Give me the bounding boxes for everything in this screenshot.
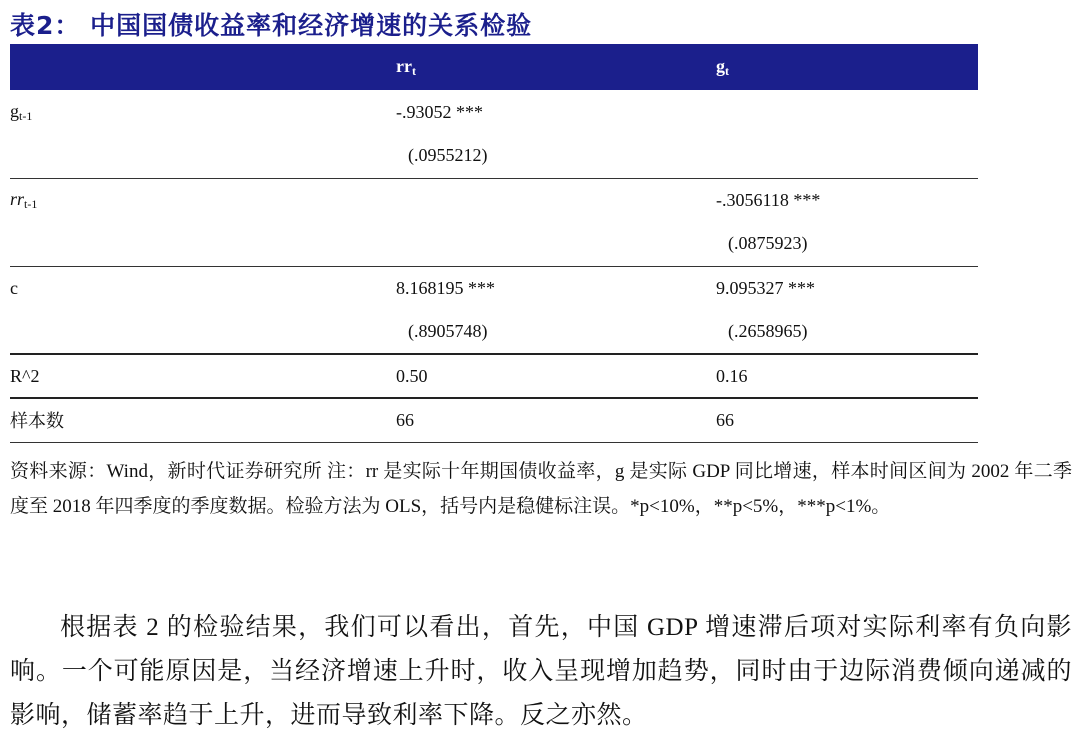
cell-value: 0.16 bbox=[716, 354, 978, 398]
regression-table bbox=[10, 44, 978, 443]
cell-coef: -.3056118 *** bbox=[716, 189, 821, 210]
cell-se: (.0875923) bbox=[716, 222, 978, 266]
row-label-n: 样本数 bbox=[10, 398, 396, 442]
cell-coef: -.93052 *** bbox=[396, 101, 483, 122]
header-g bbox=[716, 44, 978, 90]
cell-empty bbox=[10, 222, 396, 266]
body-paragraph: 根据表 2 的检验结果，我们可以看出，首先，中国 GDP 增速滞后项对实际利率有负向影响。一个可能原因是，当经济增速上升时，收入呈现增加趋势，同时由于边际消费倾向递减的影响，储蓄率趋于上升，进而导致利率下降。反之亦然。 bbox=[10, 614, 1072, 729]
row-label-c: c bbox=[10, 277, 18, 298]
header-rr bbox=[396, 44, 716, 90]
cell-value: 0.50 bbox=[396, 354, 716, 398]
source-note: 资料来源：Wind，新时代证券研究所 注：rr 是实际十年期国债收益率，g 是实际 GDP 同比增速，样本时间区间为 2002 年二季度至 2018 年四季度的季度数据。检验方法为 OLS，括号内是稳健标注误。*p<10%，**p<5%，***p<1%。 bbox=[10, 461, 1072, 517]
row-label-g-lag bbox=[10, 90, 396, 134]
cell-value: 66 bbox=[716, 398, 978, 442]
label-sub: t-1 bbox=[19, 108, 33, 123]
cell-empty bbox=[396, 178, 716, 222]
row-label-rr-lag bbox=[10, 178, 396, 222]
cell-empty bbox=[716, 134, 978, 178]
cell-se: (.8905748) bbox=[396, 310, 716, 354]
header-rr-sub: t bbox=[411, 63, 416, 78]
table-row bbox=[10, 90, 978, 134]
table-header-row bbox=[10, 44, 978, 90]
table-row bbox=[10, 398, 978, 442]
cell-se: (.0955212) bbox=[396, 134, 716, 178]
table-title: 表2： 中国国债收益率和经济增速的关系检验 bbox=[10, 11, 533, 40]
label-sub: t-1 bbox=[24, 196, 38, 211]
table-row bbox=[10, 134, 978, 178]
header-blank bbox=[10, 44, 396, 90]
cell-empty bbox=[10, 310, 396, 354]
table-row bbox=[10, 354, 978, 398]
cell-empty bbox=[10, 134, 396, 178]
table-row bbox=[10, 222, 978, 266]
table-row bbox=[10, 178, 978, 222]
header-g-base: g bbox=[716, 55, 725, 76]
cell-se: (.2658965) bbox=[716, 310, 978, 354]
label-base: rr bbox=[10, 188, 25, 209]
cell-value: 66 bbox=[396, 398, 716, 442]
cell-empty bbox=[396, 222, 716, 266]
cell-coef: 9.095327 *** bbox=[716, 277, 815, 298]
cell-coef: 8.168195 *** bbox=[396, 277, 495, 298]
cell-empty bbox=[716, 90, 978, 134]
header-g-sub: t bbox=[725, 63, 729, 78]
header-rr-base: rr bbox=[396, 55, 412, 76]
table-row bbox=[10, 310, 978, 354]
row-label-r2: R^2 bbox=[10, 354, 396, 398]
table-row bbox=[10, 266, 978, 310]
label-base: g bbox=[10, 100, 19, 121]
